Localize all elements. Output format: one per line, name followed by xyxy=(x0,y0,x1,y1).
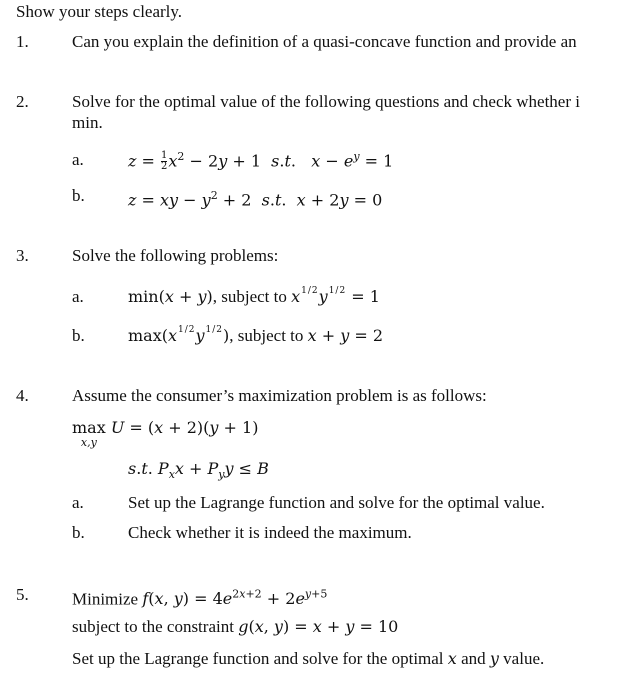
question-4a-label: a. xyxy=(72,493,84,512)
question-1-number: 1. xyxy=(16,32,29,51)
question-5-line2: subject to the constraint g(x, y) = x + y = 10 xyxy=(72,617,399,636)
question-5-and: and xyxy=(456,649,490,668)
question-3-number: 3. xyxy=(16,246,29,265)
question-5-line3: Set up the Lagrange function and solve for the optimal x and y value. xyxy=(72,649,545,668)
question-5-setup-text: Set up the Lagrange function and solve for the optimal xyxy=(72,649,448,668)
question-4-constraint: s.t. $P_xx + P_yy \le B$ xyxy=(128,459,269,482)
question-5-value: value. xyxy=(498,649,545,668)
question-4a-text: Set up the Lagrange function and solve for the optimal value. xyxy=(128,493,545,512)
question-2b-label: b. xyxy=(72,186,85,205)
question-2b-equation: z = xy − $y^2 + 2$ s.t. x + 2y = 0 xyxy=(128,189,383,210)
question-2a-equation: z = $\frac{1}{2}$ $x^2 - 2y + 1$ s.t. $x - e^y = 1$ xyxy=(128,150,394,173)
instructions-header: Show your steps clearly. xyxy=(16,2,183,21)
question-5-constraint-label: subject to the constraint xyxy=(72,617,239,636)
question-4b-label: b. xyxy=(72,523,85,542)
question-3a-subject-to: , subject to xyxy=(212,287,292,306)
question-2-text-line2: min. xyxy=(72,113,103,132)
question-3-text: Solve the following problems: xyxy=(72,246,279,265)
question-5-line1: Minimize f(x, $y) = 4e^{2x+2} + 2e^{y+5}$ xyxy=(72,588,328,609)
question-4-number: 4. xyxy=(16,386,29,405)
question-1-text: Can you explain the definition of a quasi-concave function and provide an xyxy=(72,32,577,51)
question-2a-label: a. xyxy=(72,150,84,169)
question-3a-label: a. xyxy=(72,287,84,306)
question-3b-problem: $\max(x^{1/2}y^{1/2})$, subject to x + y = 2 xyxy=(128,325,384,345)
question-3a-problem: min(x + y), subject to $x^{1/2}y^{1/2} = 1$ xyxy=(128,286,380,306)
question-3b-subject-to: , subject to xyxy=(229,326,308,345)
question-4b-text: Check whether it is indeed the maximum. xyxy=(128,523,412,542)
question-4-text: Assume the consumer’s maximization problem is as follows: xyxy=(72,386,487,405)
question-2-number: 2. xyxy=(16,92,29,111)
question-2-text-line1: Solve for the optimal value of the following questions and check whether i xyxy=(72,92,580,111)
question-3b-label: b. xyxy=(72,326,85,345)
question-4-objective: max x,y U = (x + 2)(y + 1) xyxy=(72,418,259,449)
question-5-number: 5. xyxy=(16,585,29,604)
question-5-minimize-label: Minimize xyxy=(72,589,143,609)
